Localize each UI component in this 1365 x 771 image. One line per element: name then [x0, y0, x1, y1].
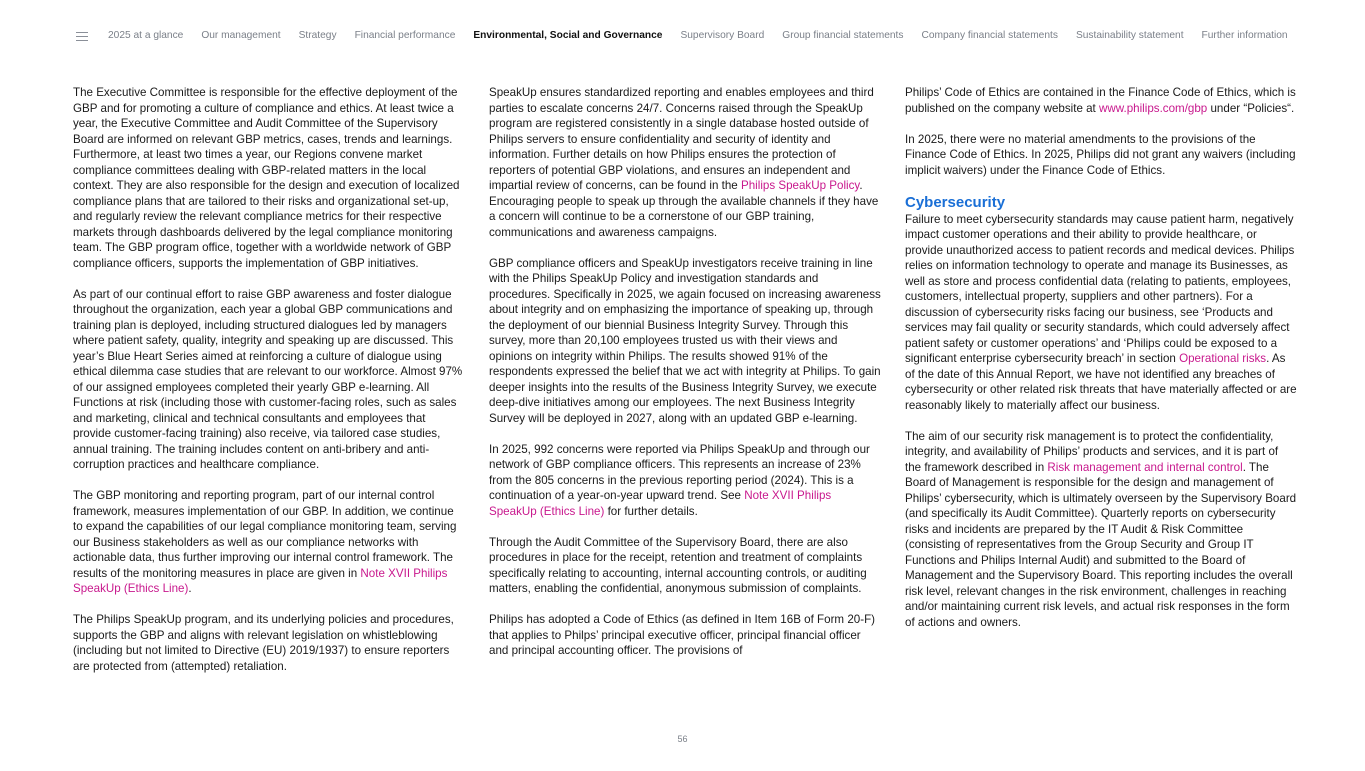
- column-2: [489, 85, 881, 674]
- paragraph: Philips has adopted a Code of Ethics (as defined in Item 16B of Form 20-F) that applies to Philps’ principal executive officer, principal financial officer and principal accounting officer. The provisions of: [489, 613, 876, 657]
- paragraph-text: The GBP monitoring and reporting program, part of our internal control framework, measures implementation of our GBP. In addition, we continue to expand the capabilities of our legal compliance monitoring team, serving our Business stakeholders as well as our compliance networks with actionable data, thus further improving our internal control framework. The results of the monitoring measures in place are given in: [73, 489, 457, 580]
- paragraph: In 2025, there were no material amendments to the provisions of the Finance Code of Ethics. In 2025, Philips did not grant any waivers (including implicit waivers) under the Finance Code of Ethics.: [905, 132, 1296, 177]
- paragraph: The Philips SpeakUp program, and its underlying policies and procedures, supports the GBP and aligns with relevant legislation on whistleblowing (including but not limited to Directive (EU) 2019/1937) to ensure reporters are protected from (attempted) retaliation.: [73, 613, 454, 673]
- paragraph-text: under “Policies“.: [1207, 101, 1295, 115]
- nav-item-2025-at-a-glance[interactable]: 2025 at a glance: [108, 30, 184, 41]
- top-navigation: [0, 0, 1365, 74]
- nav-item-financial-performance[interactable]: Financial performance: [354, 30, 456, 41]
- paragraph-text: The aim of our security risk management is to protect the confidentiality, integrity, and availability of Philips’ products and services, and it is part of the framework described in: [905, 429, 1279, 474]
- paragraph: GBP compliance officers and SpeakUp investigators receive training in line with the Philips SpeakUp Policy and investigation standards and procedures. Specifically in 2025, we again focused on increasing awareness about integrity and on emphasizing the importance of speaking up, through the deployment of our biennial Business Integrity Survey. Through this survey, more than 20,100 employees trusted us with their views and opinions on integrity within Philips. The results showed 91% of the respondents expressed the belief that we act with integrity at Philips. To gain deeper insights into the results of the Business Integrity Survey, we execute deep-dive initiatives among our employees. The next Business Integrity Survey will be deployed in 2027, along with an updated GBP e-learning.: [489, 256, 881, 425]
- paragraph: [489, 442, 881, 520]
- link-operational-risks[interactable]: Operational risks: [1179, 352, 1267, 365]
- paragraph: [905, 429, 1297, 631]
- link-speakup-policy[interactable]: Philips SpeakUp Policy: [740, 179, 860, 192]
- paragraph-text: . The Board of Management is responsible for the design and management of Philips’ cybersecurity, which is ultimately overseen by the Supervisory Board (and specifically its Audit Committee). Quarterly reports on cybersecurity risks and incidents are prepared by the IT Audit & Risk Committee (consisting of representatives from the Group Security and Group IT Functions and Philips Internal Audit) and submitted to the Board of Management and the Supervisory Board. This reporting includes the overall risk level, relevant changes in the risk environment, challenges in reaching and/or maintaining current risk levels, and actual risk responses in the form of actions and owners.: [905, 460, 1297, 629]
- page-number: 56: [677, 734, 688, 744]
- paragraph: [73, 488, 463, 597]
- link-note-xvii-speakup[interactable]: Note XVII Philips SpeakUp (Ethics Line): [489, 489, 832, 518]
- link-risk-management[interactable]: Risk management and internal control: [1047, 460, 1243, 474]
- column-3: [905, 85, 1297, 646]
- paragraph: The Executive Committee is responsible for the effective deployment of the GBP and for promoting a culture of compliance and ethics. At least twice a year, the Executive Committee and Audit Committee of the Supervisory Board are informed on relevant GBP metrics, cases, trends and learnings. Furthermore, at least two times a year, our Regions convene market compliance committees dealing with GBP-related matters in the local context. They are also responsible for the design and execution of localized compliance plans that are tailored to their risks and organizational set-up, and regularly review the relevant compliance metrics for their respective markets through dashboards delivered by the legal compliance monitoring team. The GBP program office, together with a worldwide network of GBP compliance officers, supports the implementation of GBP initiatives.: [73, 86, 460, 270]
- column-1: [73, 85, 463, 690]
- nav-item-sustainability-statement[interactable]: Sustainability statement: [1075, 30, 1184, 41]
- paragraph: [489, 85, 881, 240]
- nav-item-group-financial-statements[interactable]: Group financial statements: [782, 30, 904, 41]
- paragraph: [905, 85, 1297, 116]
- paragraph-text: for further details.: [604, 504, 698, 518]
- link-note-xvii-speakup[interactable]: Note XVII Philips SpeakUp (Ethics Line): [73, 566, 448, 595]
- paragraph: [905, 212, 1297, 414]
- nav-item-our-management[interactable]: Our management: [201, 30, 281, 41]
- nav-item-strategy[interactable]: Strategy: [298, 30, 337, 41]
- nav-item-company-financial-statements[interactable]: Company financial statements: [921, 30, 1058, 41]
- nav-items: [108, 30, 1288, 41]
- paragraph-text: SpeakUp ensures standardized reporting and enables employees and third parties to escalate concerns 24/7. Concerns raised through the SpeakUp program are registered consistently in a single database hosted outside of Philips servers to ensure confidentiality and security of identity and information. Further details on how Philips ensures the protection of reporters of potential GBP violations, and ensures an independent and impartial review of concerns, can be found in the: [489, 86, 874, 192]
- paragraph-text: . Encouraging people to speak up through the available channels if they have a concern will continue to be a cornerstone of our GBP training, communications and awareness campaigns.: [489, 179, 879, 239]
- paragraph: Through the Audit Committee of the Supervisory Board, there are also procedures in place for the receipt, retention and treatment of complaints specifically relating to accounting, internal accounting controls, or auditing matters, enabling the confidential, anonymous submission of complaints.: [489, 535, 867, 595]
- paragraph-text: In 2025, 992 concerns were reported via Philips SpeakUp and through our network of GBP compliance officers. This represents an increase of 23% from the 805 concerns in the previous reporting period (2024). This is a continuation of a year-on-year upward trend. See: [489, 442, 870, 502]
- nav-item-further-information[interactable]: Further information: [1201, 30, 1288, 41]
- section-heading-cybersecurity: Cybersecurity: [905, 193, 1006, 211]
- paragraph: As part of our continual effort to raise GBP awareness and foster dialogue throughout the organization, each year a global GBP communications and training plan is deployed, including structured dialogues led by managers where patient safety, quality, integrity and speaking up are discussed. This year’s Blue Heart Series aimed at reinforcing a culture of dialogue using ethical dilemma case studies that are relevant to our workforce. Almost 97% of our assigned employees completed their yearly GBP e-learning. All Functions at risk (including those with customer-facing roles, such as sales and marketing, clinical and technical consultants and employees that provide customer-facing training) also receive, via tailored case studies, annual training. The training includes content on anti-bribery and anti-corruption practices and healthcare compliance.: [73, 287, 463, 471]
- paragraph-text: .: [188, 582, 192, 595]
- nav-item-supervisory-board[interactable]: Supervisory Board: [680, 30, 765, 41]
- paragraph-text: Philips’ Code of Ethics are contained in the Finance Code of Ethics, which is published on the company website at: [905, 86, 1296, 115]
- link-philips-gbp-website[interactable]: www.philips.com/gbp: [1099, 101, 1208, 115]
- paragraph-text: . As of the date of this Annual Report, we have not identified any breaches of cybersecurity or other related risk threats that have materially affected or are reasonably likely to materially affect our business.: [905, 352, 1297, 412]
- paragraph-text: Failure to meet cybersecurity standards may cause patient harm, negatively impact customer operations and their ability to provide healthcare, or provide unauthorized access to patient records and medical devices. Philips relies on information technology to operate and manage its Businesses, as well as store and process confidential data (relating to patients, employees, customers, intellectual property, suppliers and other partners). For a discussion of cybersecurity risks facing our business, see ‘Products and services may fail quality or security standards, which could adversely affect patient safety or customer operations’ and ‘Philips could be exposed to a significant enterprise cybersecurity breach’ in section: [905, 212, 1295, 365]
- nav-item-esg[interactable]: Environmental, Social and Governance: [473, 30, 663, 41]
- hamburger-menu-icon[interactable]: [76, 32, 88, 42]
